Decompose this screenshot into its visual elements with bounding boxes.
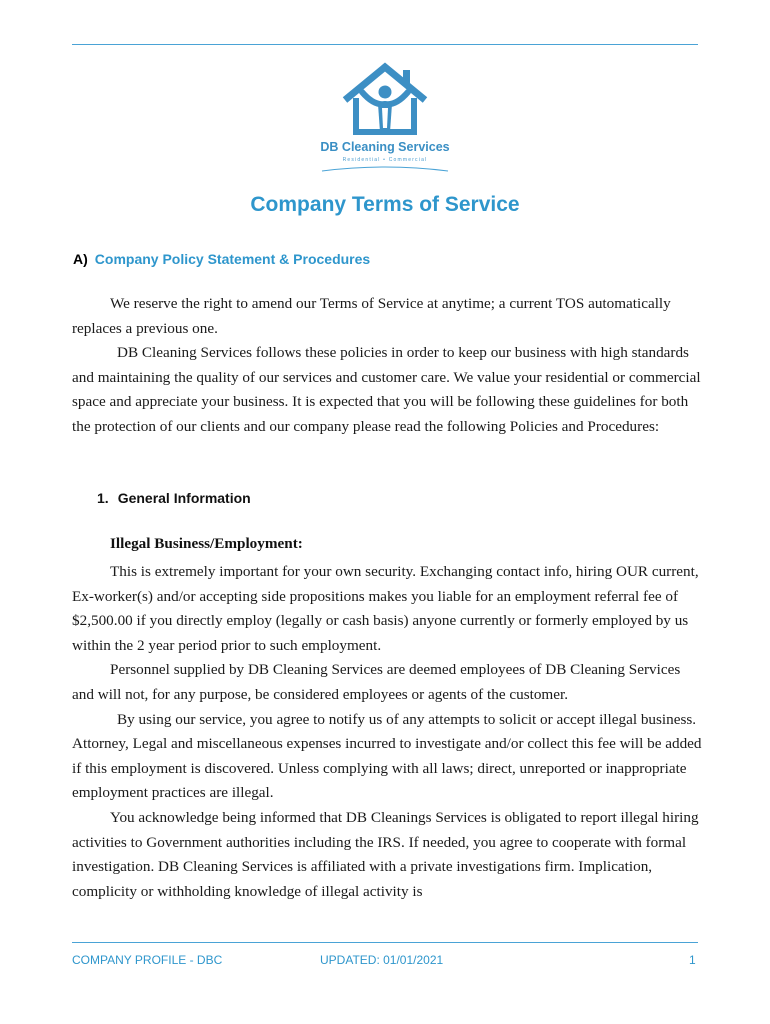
company-logo [300,62,470,177]
paragraph: Personnel supplied by DB Cleaning Services are deemed employees of DB Cleaning Services and will not, for any purpose, be considered employees or agents of the customer. [72,661,681,703]
intro-text [72,292,702,440]
topic-heading: Illegal Business/Employment: [110,535,303,552]
paragraph: This is extremely important for your own security. Exchanging contact info, hiring OUR current, Ex-worker(s) and/or accepting side propositions makes you liable for an employment referral fee of $2,500.00 if you directly employ (legally or cash basis) anyone currently or formerly employed by us within the 2 year period prior to such employment. [72,563,699,654]
footer-left: COMPANY PROFILE - DBC [72,953,223,967]
logo-company-name: DB Cleaning Services [320,140,450,154]
header-rule [72,44,698,45]
paragraph: DB Cleaning Services follows these policies in order to keep our business with high standards and maintaining the quality of our services and customer care. We value your residential or commercial space and appreciate your business. It is expected that you will be following these guidelines for both the protection of our clients and our company please read the following Policies and Procedures: [72,344,701,435]
subsection-number: 1. [97,490,109,506]
section-letter: A) [73,251,88,267]
subsection-title: General Information [117,490,251,506]
page-number: 1 [689,953,696,967]
logo-swoosh-icon [320,165,450,173]
paragraph: By using our service, you agree to notify us of any attempts to solicit or accept illegal business. Attorney, Legal and miscellaneous expenses incurred to investigate and/or collect this fee will be added if this employment is discovered. Unless complying with all laws; direct, unreported or inappropriate employment practices are illegal. [72,710,702,802]
section-heading [73,251,370,267]
footer-updated: UPDATED: 01/01/2021 [320,953,444,967]
paragraph: We reserve the right to amend our Terms of Service at anytime; a current TOS automatically replaces a previous one. [72,295,671,337]
subsection-heading [97,490,251,506]
topic-text [72,560,702,904]
house-logo-icon [340,62,430,136]
page-title: Company Terms of Service [250,193,520,216]
logo-tagline: Residential • Commercial [342,157,428,163]
footer-rule [72,942,698,943]
paragraph: You acknowledge being informed that DB Cleanings Services is obligated to report illegal hiring activities to Government authorities including the IRS. If needed, you agree to cooperate with formal investigation. DB Cleaning Services is affiliated with a private investigations firm. Implication, complicity or withholding knowledge of illegal activity is [72,808,699,900]
section-title: Company Policy Statement & Procedures [94,251,371,267]
